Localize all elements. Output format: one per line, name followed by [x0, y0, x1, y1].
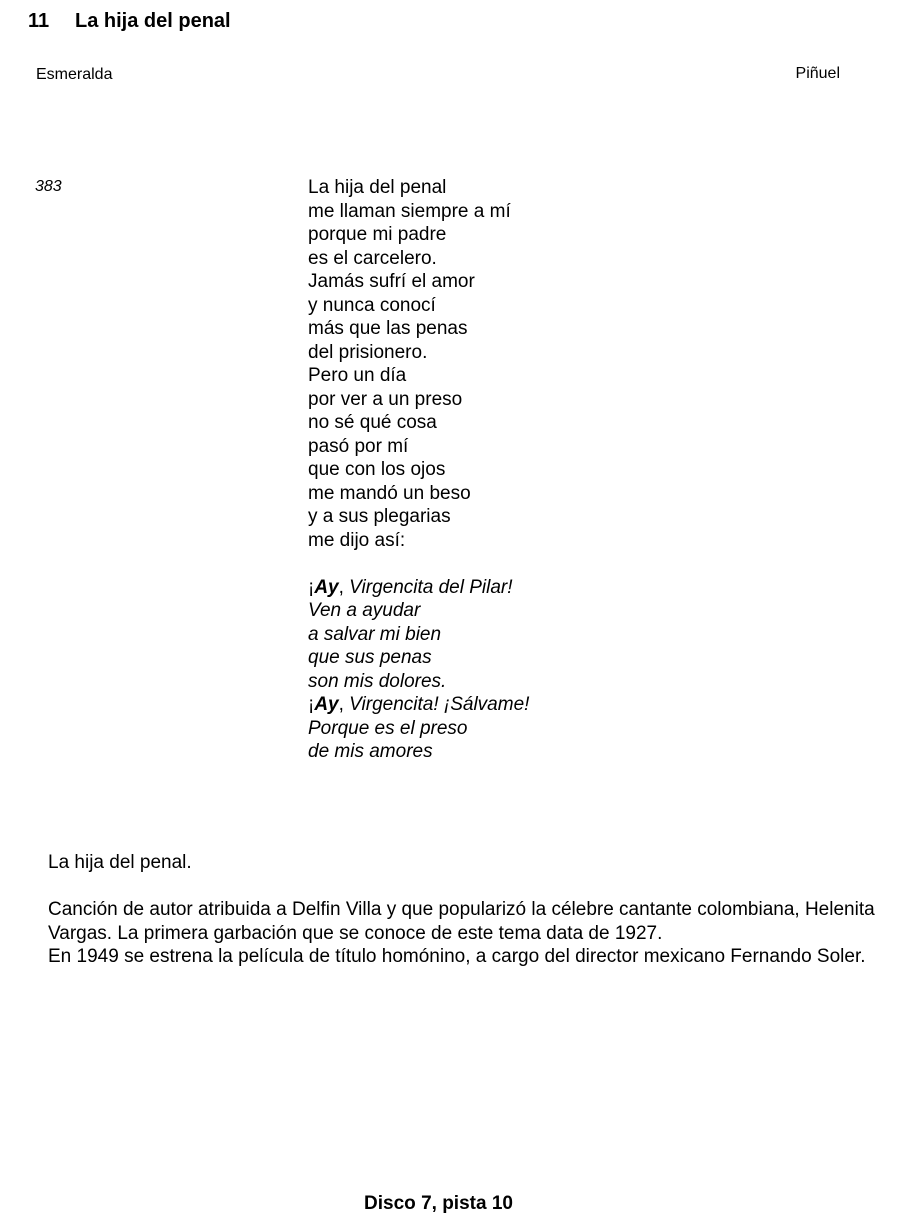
chorus-line: son mis dolores.	[308, 670, 447, 692]
verse-line: es el carcelero.	[308, 247, 437, 269]
chorus-line: Porque es el preso	[308, 717, 468, 739]
exclamation-open: ¡	[308, 694, 315, 715]
verse-line: del prisionero.	[308, 341, 428, 363]
verse-line: y nunca conocí	[308, 294, 436, 316]
chorus-comma: ,	[338, 576, 344, 598]
chorus-line-rest: Virgencita! ¡Sálvame!	[343, 694, 530, 715]
chorus-comma: ,	[338, 694, 344, 715]
verse-line: que con los ojos	[308, 459, 446, 480]
notes-paragraph: En 1949 se estrena la película de título homónino, a cargo del director mexicano Fernando Soler.	[48, 946, 866, 967]
source-name: Piñuel	[795, 65, 840, 82]
notes-spacer	[48, 875, 888, 899]
chorus-line: de mis amores	[308, 741, 433, 762]
lyrics	[308, 176, 529, 764]
chorus	[308, 576, 529, 764]
performer-name: Esmeralda	[36, 66, 113, 83]
chorus-line	[308, 576, 529, 600]
exclamation-open: ¡	[308, 576, 315, 598]
page-title: La hija del penal	[75, 10, 231, 32]
verse-line: Pero un día	[308, 365, 407, 386]
verse-line: me dijo así:	[308, 529, 406, 551]
notes-paragraph: Canción de autor atribuida a Delfin Villa y que popularizó la célebre cantante colombiana, Helenita Vargas. La primera garbación que se conoce de este tema data de 1927.	[48, 899, 875, 944]
notes-title: La hija del penal.	[48, 852, 192, 873]
chorus-line-rest: Virgencita del Pilar!	[343, 576, 513, 598]
song-number: 383	[35, 178, 62, 195]
chorus-line: que sus penas	[308, 647, 432, 668]
verse-line: me llaman siempre a mí	[308, 200, 511, 222]
chorus-ay: Ay	[314, 576, 339, 598]
notes	[48, 851, 888, 969]
disc-track-footer: Disco 7, pista 10	[364, 1193, 513, 1214]
chorus-line	[308, 693, 529, 717]
verse-line: por ver a un preso	[308, 388, 463, 410]
verse-line: La hija del penal	[308, 177, 447, 198]
stanza-gap	[308, 552, 529, 576]
chorus-ay: Ay	[314, 694, 339, 715]
verse-line: no sé qué cosa	[308, 412, 437, 433]
verse-line: me mandó un beso	[308, 482, 471, 504]
verse	[308, 176, 529, 552]
verse-line: pasó por mí	[308, 435, 409, 457]
verse-line: porque mi padre	[308, 224, 447, 245]
chorus-line: a salvar mi bien	[308, 623, 442, 645]
verse-line: Jamás sufrí el amor	[308, 271, 475, 292]
verse-line: más que las penas	[308, 318, 468, 339]
track-number: 11	[28, 10, 50, 32]
chorus-line: Ven a ayudar	[308, 600, 421, 621]
verse-line: y a sus plegarias	[308, 506, 451, 527]
